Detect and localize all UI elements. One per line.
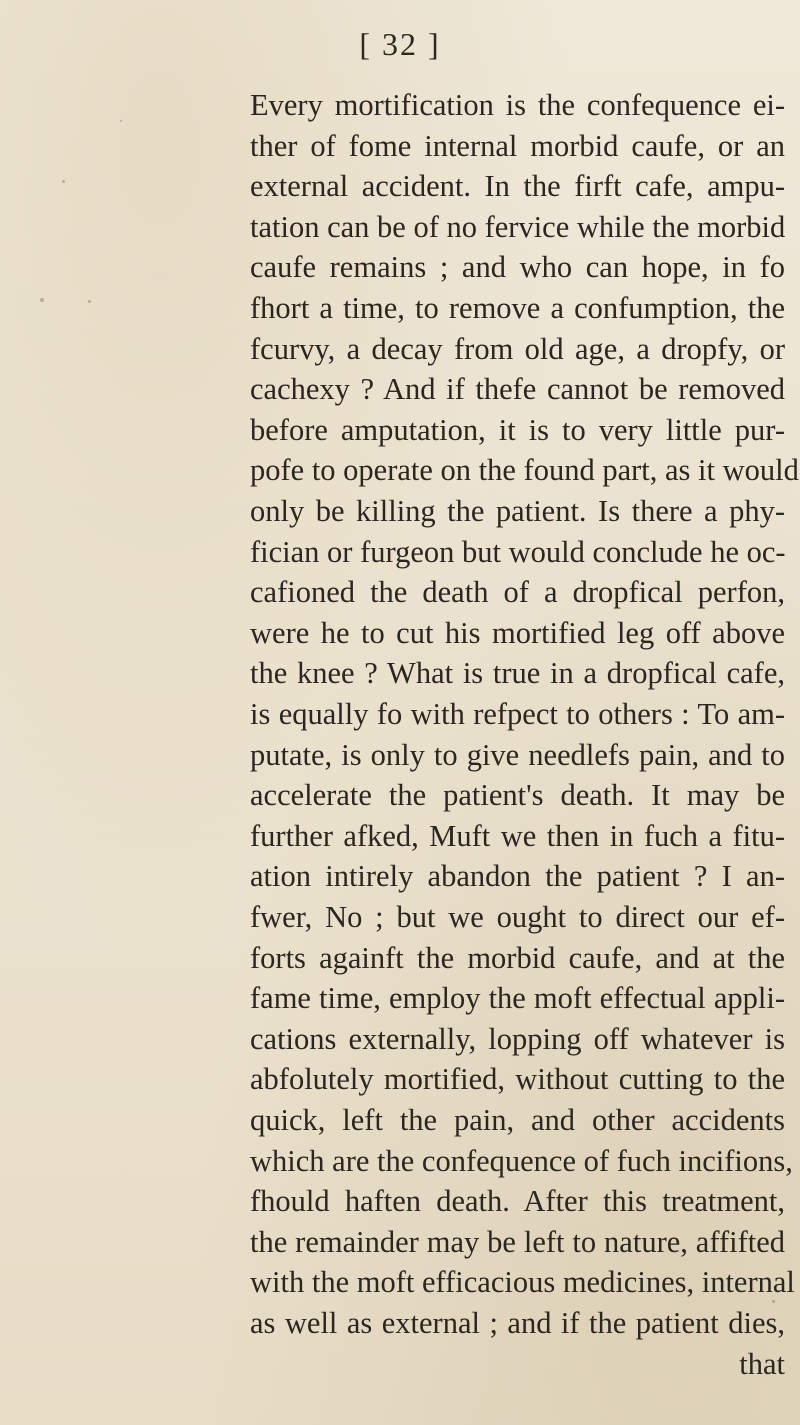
text-line: before amputation, it is to very little pur- xyxy=(250,412,785,447)
text-line: fician or furgeon but would conclude he oc- xyxy=(250,534,786,569)
text-line: external accident. In the firft cafe, ampu- xyxy=(250,169,785,204)
text-line: were he to cut his mortified leg off above xyxy=(250,615,785,650)
text-line: abfolutely mortified, without cutting to the xyxy=(250,1062,785,1097)
text-line: putate, is only to give needlefs pain, and to xyxy=(250,737,785,772)
paper-speck xyxy=(88,300,91,303)
text-line: fcurvy, a decay from old age, a dropfy, or xyxy=(250,331,785,366)
text-line: ation intirely abandon the patient ? I an- xyxy=(250,859,785,894)
text-line: fhould haften death. After this treatment, xyxy=(250,1184,785,1219)
text-line: forts againft the morbid caufe, and at the xyxy=(250,940,785,975)
text-line: as well as external ; and if the patient dies, xyxy=(250,1306,785,1340)
text-line: ther of fome internal morbid caufe, or an xyxy=(250,128,785,163)
text-line: Every mortification is the confequence ei- xyxy=(250,88,785,122)
catchword: that xyxy=(739,1346,785,1381)
text-line: the knee ? What is true in a dropfical cafe, xyxy=(250,656,785,691)
text-line: cachexy ? And if thefe cannot be removed xyxy=(250,372,785,407)
text-line: only be killing the patient. Is there a phy- xyxy=(250,494,785,528)
text-line: quick, left the pain, and other accidents xyxy=(250,1103,785,1137)
text-line: is equally fo with refpect to others : To am- xyxy=(250,697,785,731)
text-line: caufe remains ; and who can hope, in fo xyxy=(250,250,785,285)
text-line: cations externally, lopping off whatever is xyxy=(250,1021,785,1056)
paper-speck xyxy=(40,298,44,302)
page-number: [ 32 ] xyxy=(359,26,441,62)
text-line: the remainder may be left to nature, affifted xyxy=(250,1224,785,1259)
text-line: fwer, No ; but we ought to direct our ef- xyxy=(250,900,785,934)
paper-speck xyxy=(772,1300,775,1303)
text-line: further afked, Muft we then in fuch a fitu- xyxy=(250,818,785,853)
text-line: pofe to operate on the found part, as it would xyxy=(250,453,799,488)
text-line: fhort a time, to remove a confumption, the xyxy=(250,291,785,325)
paper-speck xyxy=(120,120,122,122)
text-line: cafioned the death of a dropfical perfon, xyxy=(250,575,785,610)
text-line: fame time, employ the moft effectual appli- xyxy=(250,981,785,1016)
paper-speck xyxy=(62,180,65,183)
text-line: tation can be of no fervice while the morbid xyxy=(250,209,786,244)
text-line: which are the confequence of fuch incifions, xyxy=(250,1143,793,1178)
text-line: accelerate the patient's death. It may be xyxy=(250,778,785,813)
text-line: with the moft efficacious medicines, internal xyxy=(250,1265,795,1300)
